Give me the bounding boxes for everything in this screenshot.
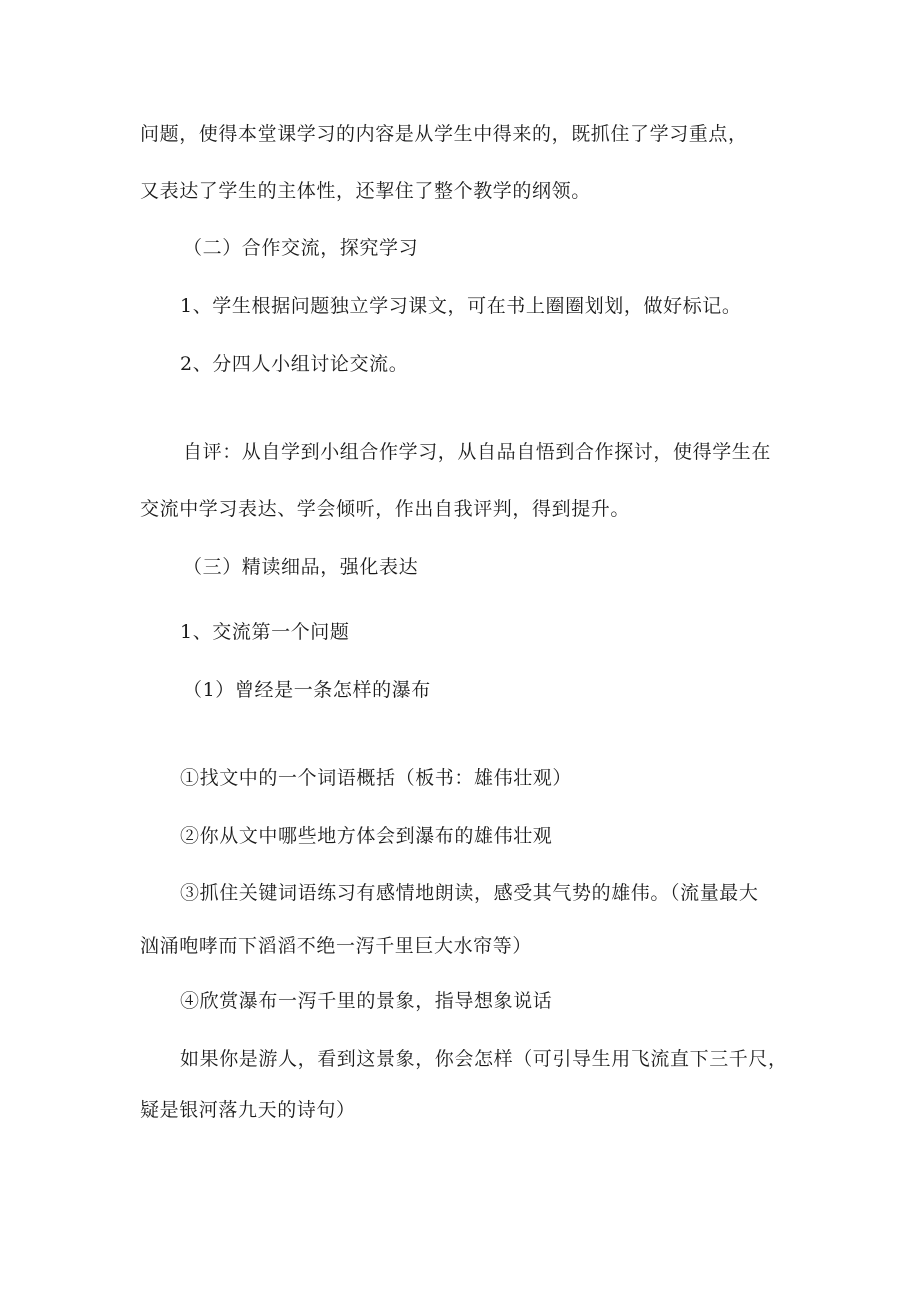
paragraph-line: 疑是银河落九天的诗句） — [140, 1099, 356, 1121]
list-item: 2、分四人小组讨论交流。 — [180, 353, 409, 375]
paragraph-line: 如果你是游人，看到这景象，你会怎样（可引导生用飞流直下三千尺， — [180, 1048, 788, 1070]
list-item: 1、学生根据问题独立学习课文，可在书上圈圈划划，做好标记。 — [180, 295, 742, 317]
sub-list-item: ①找文中的一个词语概括（板书：雄伟壮观） — [180, 767, 573, 789]
paragraph-line: 交流中学习表达、学会倾听，作出自我评判，得到提升。 — [140, 498, 631, 520]
paragraph-line: 又表达了学生的主体性，还挈住了整个教学的纲领。 — [140, 180, 591, 202]
section-heading: （三）精读细品，强化表达 — [183, 556, 419, 578]
paragraph-line: 汹涌咆哮而下滔滔不绝一泻千里巨大水帘等） — [140, 935, 533, 957]
section-heading: （二）合作交流，探究学习 — [183, 237, 419, 259]
sub-list-item: ③抓住关键词语练习有感情地朗读，感受其气势的雄伟。（流量最大 — [180, 882, 759, 904]
sub-list-item: ②你从文中哪些地方体会到瀑布的雄伟壮观 — [180, 825, 553, 847]
paragraph-line: 自评：从自学到小组合作学习，从自品自悟到合作探讨，使得学生在 — [183, 441, 772, 463]
sub-list-item: ④欣赏瀑布一泻千里的景象，指导想象说话 — [180, 990, 553, 1012]
list-item: 1、交流第一个问题 — [180, 621, 350, 643]
sub-list-item: （1）曾经是一条怎样的瀑布 — [183, 679, 431, 701]
paragraph-line: 问题，使得本堂课学习的内容是从学生中得来的，既抓住了学习重点， — [140, 123, 748, 145]
